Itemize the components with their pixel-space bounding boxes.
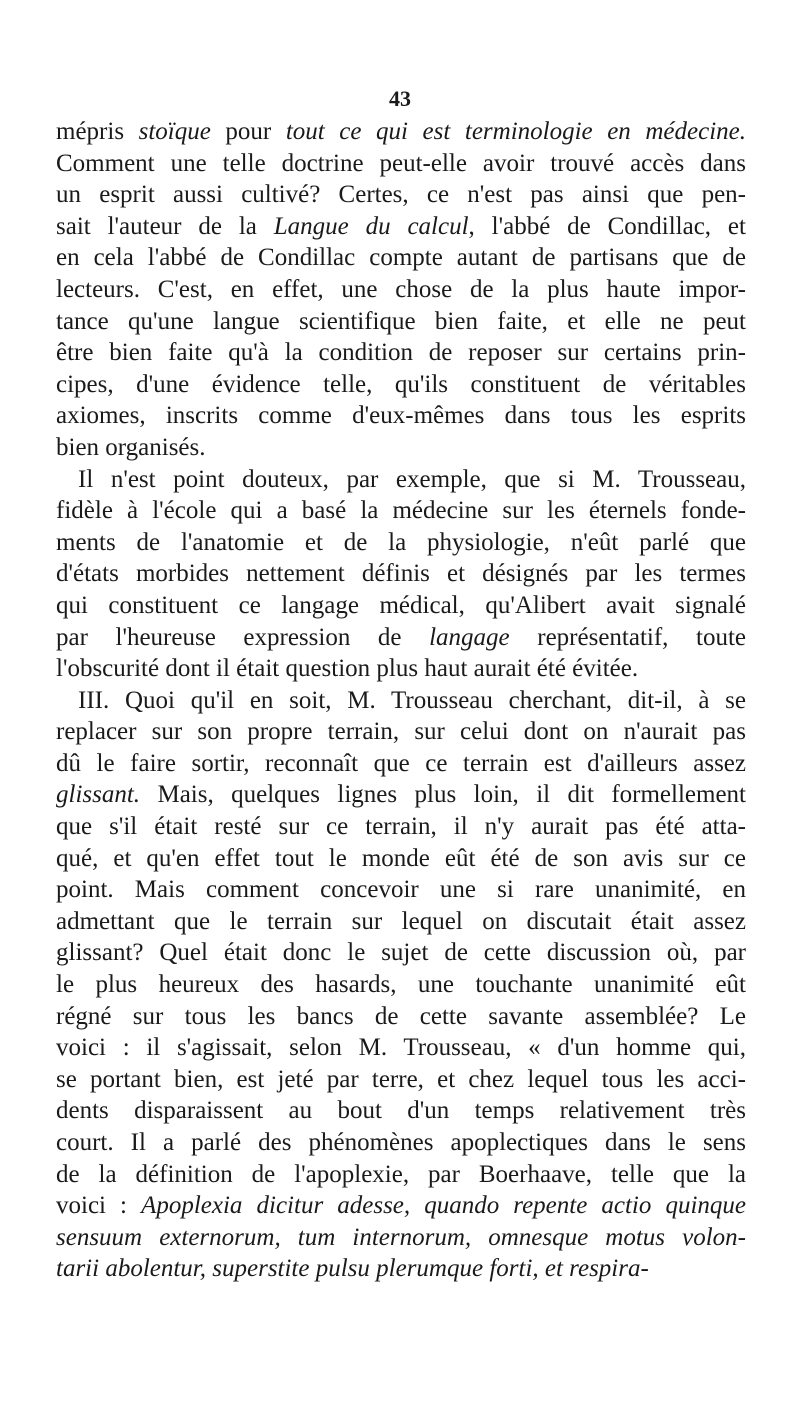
text-line: [56, 1032, 746, 1064]
text-segment: dû le faire sortir, reconnaît que ce terrain est d'ailleurs assez: [56, 749, 746, 777]
text-line: [56, 306, 746, 338]
text-segment: voici : il s'agissait, selon M. Trousseau, « d'un homme qui,: [56, 1034, 746, 1062]
text-line: [56, 242, 746, 274]
text-line: [56, 1159, 746, 1191]
text-line: [56, 1127, 746, 1159]
text-line: [56, 843, 746, 875]
text-line: [56, 1253, 746, 1285]
text-line: [56, 716, 746, 748]
text-segment: lecteurs. C'est, en effet, une chose de la plus haute impor-: [56, 275, 746, 303]
text-line: [56, 1222, 746, 1254]
text-line: [56, 558, 746, 590]
text-segment: replacer sur son propre terrain, sur celui dont on n'aurait pas: [56, 718, 746, 746]
text-line: [56, 211, 746, 243]
text-segment: pour: [210, 118, 286, 145]
text-segment: court. Il a parlé des phénomènes apoplectiques dans le sens: [56, 1129, 746, 1156]
text-segment: d'états morbides nettement définis et désignés par les termes: [56, 560, 746, 588]
text-segment: ments de l'anatomie et de la physiologie, n'eût parlé que: [56, 528, 746, 556]
text-segment: représentatif, toute: [509, 623, 747, 651]
text-segment: Il n'est point douteux, par exemple, que si M. Trousseau,: [78, 465, 746, 493]
text-segment: sait l'auteur de la: [56, 212, 274, 240]
italic-segment: Apoplexia dicitur adesse, quando repente actio quinque: [141, 1192, 746, 1220]
text-segment: cipes, d'une évidence telle, qu'ils constituent de véritables: [56, 370, 746, 398]
text-segment: Mais, quelques lignes plus loin, il dit formellement: [140, 781, 746, 809]
text-segment: se portant bien, est jeté par terre, et chez lequel tous les acci-: [56, 1065, 746, 1093]
text-line: [56, 969, 746, 1001]
text-segment: glissant? Quel était donc le sujet de cette discussion où, par: [56, 939, 746, 967]
text-line: [56, 653, 746, 685]
text-line: [56, 337, 746, 369]
text-segment: l'obscurité dont il était question plus haut aurait été évitée.: [56, 655, 639, 683]
text-segment: un esprit aussi cultivé? Certes, ce n'est pas ainsi que pen-: [56, 181, 746, 209]
text-segment: qué, et qu'en effet tout le monde eût été de son avis sur ce: [56, 844, 746, 872]
text-segment: mépris: [56, 118, 139, 145]
text-segment: , l'abbé de Condillac, et: [468, 212, 746, 240]
text-line: [56, 590, 746, 622]
text-line: [56, 622, 746, 654]
text-line: [56, 1095, 746, 1127]
text-segment: bien organisés.: [56, 433, 206, 461]
italic-segment: stoïque: [138, 118, 211, 145]
text-line: [56, 432, 746, 464]
text-line: [56, 400, 746, 432]
text-segment: régné sur tous les bancs de cette savante assemblée? Le: [56, 1002, 746, 1030]
italic-segment: tarii abolentur, superstite pulsu plerumque forti, et respira-: [56, 1255, 649, 1283]
text-line: [56, 495, 746, 527]
text-line: [56, 1001, 746, 1033]
text-line: [56, 937, 746, 969]
italic-segment: Langue du calcul: [273, 212, 469, 240]
text-segment: admettant que le terrain sur lequel on discutait était assez: [56, 907, 746, 935]
text-line: [56, 906, 746, 938]
text-segment: Comment une telle doctrine peut-elle avoir trouvé accès dans: [56, 149, 746, 177]
text-line: [56, 685, 746, 717]
text-line: [56, 148, 746, 180]
text-line: [56, 779, 746, 811]
text-segment: que s'il était resté sur ce terrain, il n'y aurait pas été atta-: [56, 813, 746, 841]
text-segment: être bien faite qu'à la condition de reposer sur certains prin-: [56, 339, 746, 367]
text-line: [56, 811, 746, 843]
body-text: [56, 116, 746, 1285]
italic-segment: tout ce qui est terminologie en médecine.: [285, 118, 747, 145]
text-line: [56, 116, 746, 148]
page-number: 43: [389, 86, 411, 111]
text-segment: III. Quoi qu'il en soit, M. Trousseau cherchant, dit-il, à se: [78, 686, 746, 714]
text-line: [56, 874, 746, 906]
text-segment: tance qu'une langue scientifique bien faite, et elle ne peut: [56, 307, 746, 335]
text-line: [56, 527, 746, 559]
text-line: [56, 1064, 746, 1096]
text-line: [56, 1190, 746, 1222]
text-line: [56, 274, 746, 306]
text-line: [56, 748, 746, 780]
text-line: [56, 464, 746, 496]
text-segment: fidèle à l'école qui a basé la médecine sur les éternels fonde-: [56, 497, 746, 525]
text-segment: le plus heureux des hasards, une touchante unanimité eût: [56, 971, 746, 999]
text-segment: axiomes, inscrits comme d'eux-mêmes dans tous les esprits: [56, 402, 746, 430]
text-segment: voici :: [56, 1192, 142, 1220]
italic-segment: sensuum externorum, tum internorum, omnesque motus volon-: [56, 1223, 746, 1251]
italic-segment: langage: [429, 623, 510, 651]
text-segment: de la définition de l'apoplexie, par Boerhaave, telle que la: [56, 1160, 746, 1188]
text-segment: par l'heureuse expression de: [56, 623, 430, 651]
text-segment: qui constituent ce langage médical, qu'Alibert avait signalé: [56, 591, 746, 619]
text-segment: point. Mais comment concevoir une si rare unanimité, en: [56, 876, 746, 904]
text-line: [56, 179, 746, 211]
text-segment: dents disparaissent au bout d'un temps relativement très: [56, 1097, 746, 1125]
text-line: [56, 369, 746, 401]
italic-segment: glissant.: [56, 781, 141, 809]
text-segment: en cela l'abbé de Condillac compte autant de partisans que de: [56, 244, 746, 272]
